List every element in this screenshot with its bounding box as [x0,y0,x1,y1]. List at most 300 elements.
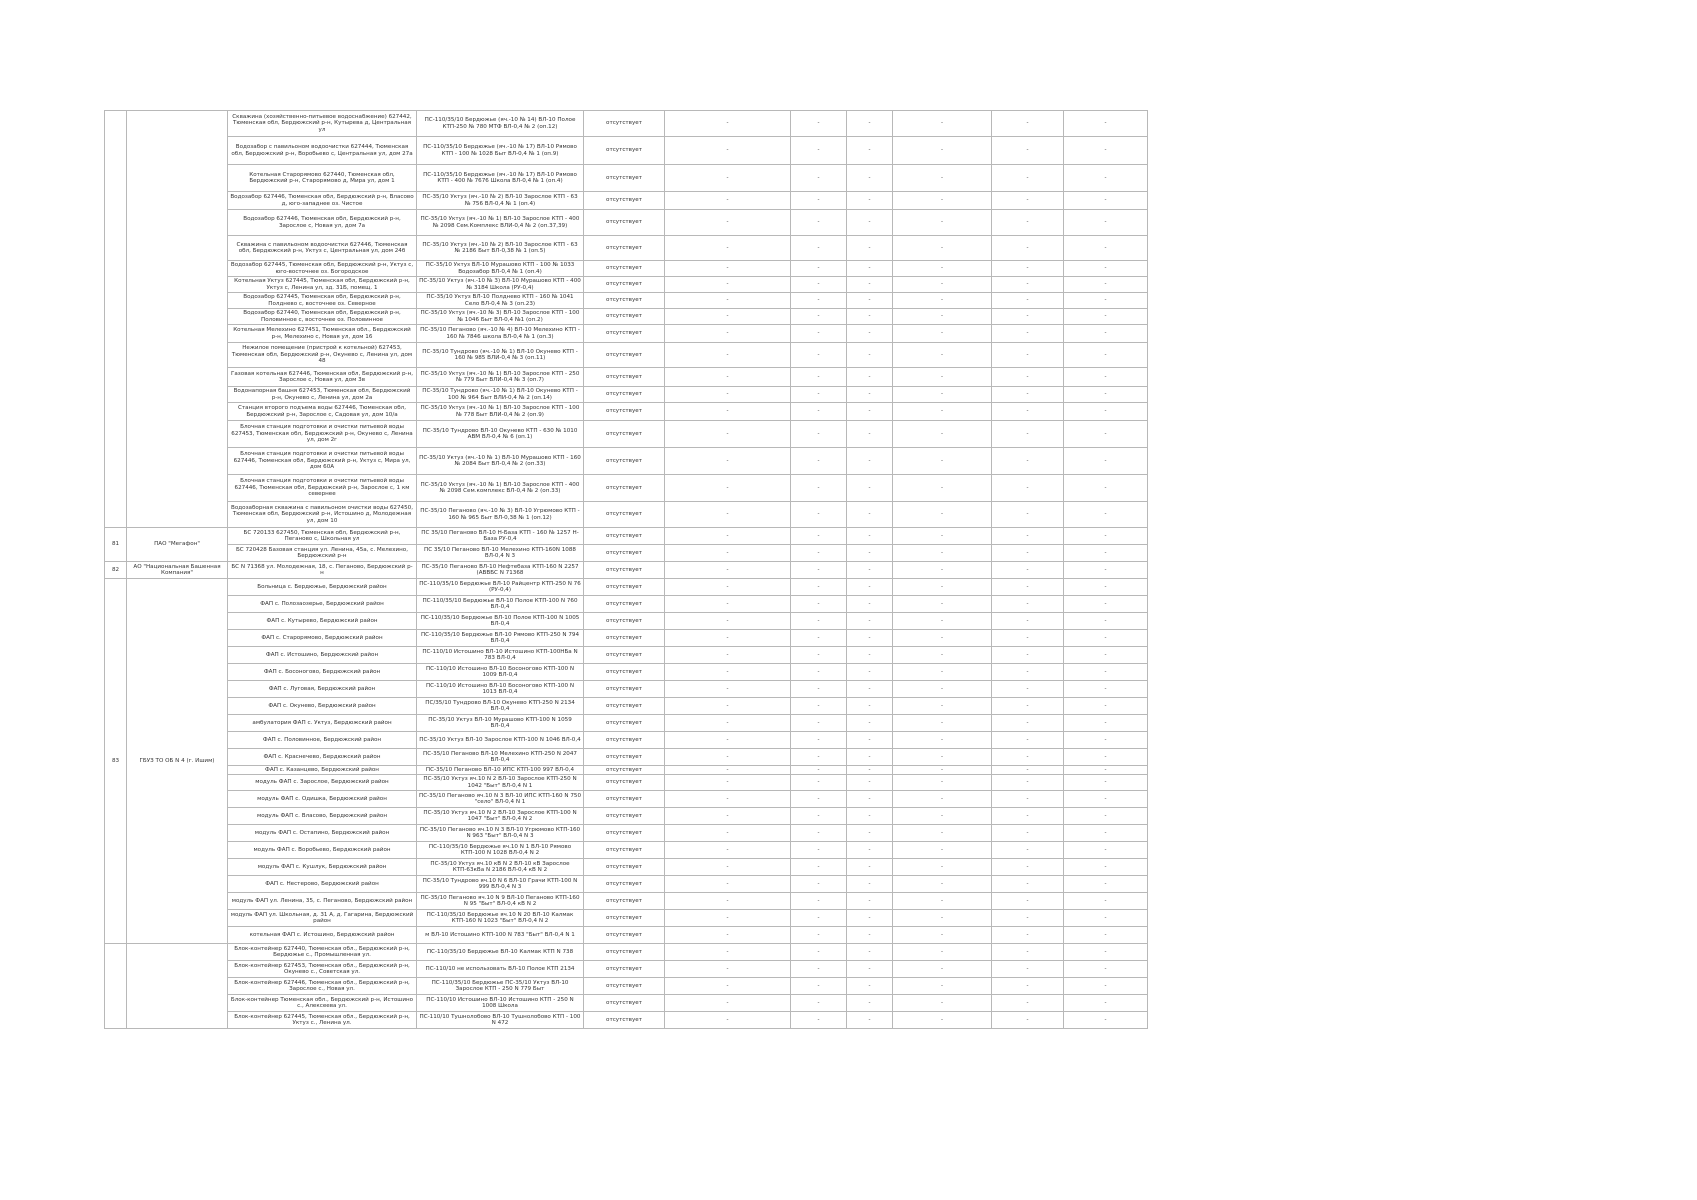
dash-cell: - [665,859,791,876]
dash-cell: - [893,421,992,448]
power-source-cell: ПС-35/10 Тундрово (яч.-10 № 1) ВЛ-10 Окунево КТП - 160 № 985 ВЛИ-0,4 № 3 (оп.11) [417,343,584,368]
dash-cell: - [893,978,992,995]
dash-cell: - [992,165,1064,192]
dash-cell: - [893,749,992,766]
dash-cell: - [992,749,1064,766]
status-cell: отсутствует [584,876,665,893]
power-source-cell: ПС-35/10 Пеганово (яч.-10 № 4) ВЛ-10 Мелехино КТП - 160 № 7846 школа ВЛ-0,4 № 1 (оп.3) [417,325,584,343]
power-source-cell: ПС-35/10 Тундрово ВЛ-10 Окунево КТП - 630 № 1010 АВМ ВЛ-0,4 № 6 (оп.1) [417,421,584,448]
dash-cell: - [847,210,893,236]
dash-cell: - [893,236,992,261]
dash-cell: - [992,528,1064,545]
dash-cell: - [791,579,847,596]
dash-cell: - [665,165,791,192]
dash-cell: - [665,715,791,732]
dash-cell: - [1064,910,1148,927]
dash-cell: - [791,343,847,368]
table-row [105,927,1148,944]
status-cell: отсутствует [584,1012,665,1029]
dash-cell: - [665,910,791,927]
status-cell: отсутствует [584,387,665,403]
dash-cell: - [1064,325,1148,343]
table-row [105,562,1148,579]
dash-cell: - [1064,995,1148,1012]
object-cell: ФАП с. Кутырево, Бердюжский район [228,613,417,630]
dash-cell: - [992,910,1064,927]
dash-cell: - [847,893,893,910]
table-row [105,502,1148,528]
dash-cell: - [992,309,1064,325]
dash-cell: - [992,927,1064,944]
dash-cell: - [992,236,1064,261]
dash-cell: - [665,448,791,475]
power-source-cell: ПС-35/10 Тундрово яч.10 N 6 ВЛ-10 Грачи КТП-100 N 999 ВЛ-0,4 N 3 [417,876,584,893]
row-number-cell [105,111,127,528]
dash-cell: - [893,775,992,791]
table-row [105,343,1148,368]
table-row [105,137,1148,165]
dash-cell: - [893,715,992,732]
object-cell: ФАП с. Половинное, Бердюжский район [228,732,417,749]
dash-cell: - [992,944,1064,961]
dash-cell: - [791,910,847,927]
dash-cell: - [847,681,893,698]
status-cell: отсутствует [584,715,665,732]
object-cell: Нежилое помещение (пристрой к котельной) 627453, Тюменская обл, Бердюжский р-н, Окунево с, Ленина ул, дом 48 [228,343,417,368]
dash-cell: - [1064,1012,1148,1029]
dash-cell: - [665,596,791,613]
status-cell: отсутствует [584,944,665,961]
object-cell: Скважина (хозяйственно-питьевое водоснабжение) 627442, Тюменская обл, Бердюжский р-н, Кутырева д, Центральная ул [228,111,417,137]
dash-cell: - [665,613,791,630]
power-source-cell: ПС-110/10 Тушнолобово ВЛ-10 Тушнолобово КТП - 100 N 472 [417,1012,584,1029]
object-cell: ФАП с. Нестерово, Бердюжский район [228,876,417,893]
dash-cell: - [791,613,847,630]
dash-cell: - [791,545,847,562]
dash-cell: - [893,876,992,893]
dash-cell: - [665,732,791,749]
dash-cell: - [992,859,1064,876]
dash-cell: - [665,927,791,944]
object-cell: Водонапорная башня 627453, Тюменская обл, Бердюжский р-н, Окунево с, Ленина ул, дом 2а [228,387,417,403]
dash-cell: - [847,343,893,368]
dash-cell: - [893,647,992,664]
status-cell: отсутствует [584,325,665,343]
dash-cell: - [992,766,1064,775]
dash-cell: - [992,137,1064,165]
dash-cell: - [992,893,1064,910]
dash-cell: - [791,309,847,325]
object-cell: ФАП с. Босоногово, Бердюжский район [228,664,417,681]
dash-cell: - [1064,808,1148,825]
dash-cell: - [791,681,847,698]
dash-cell: - [791,791,847,808]
dash-cell: - [847,715,893,732]
status-cell: отсутствует [584,859,665,876]
dash-cell: - [893,825,992,842]
dash-cell: - [791,475,847,502]
power-source-cell: ПС-110/35/10 Бердюжье (яч.-10 № 14) ВЛ-10 Полое КТП-250 № 780 МТФ ВЛ-0,4 № 2 (оп.12) [417,111,584,137]
dash-cell: - [992,995,1064,1012]
table-row [105,325,1148,343]
table-row [105,910,1148,927]
object-cell: модуль ФАП с. Воробьево, Бердюжский район [228,842,417,859]
dash-cell: - [847,698,893,715]
object-cell: ФАП с. Старорямово, Бердюжский район [228,630,417,647]
dash-cell: - [847,421,893,448]
status-cell: отсутствует [584,210,665,236]
dash-cell: - [893,325,992,343]
dash-cell: - [1064,927,1148,944]
dash-cell: - [847,596,893,613]
power-source-cell: ПС-35/10 Уктуз яч.10 кВ N 2 ВЛ-10 кВ Зарослое КТП-63кВа N 2186 ВЛ-0,4 кВ N 2 [417,859,584,876]
dash-cell: - [665,192,791,210]
object-cell: Блок-контейнер Тюменская обл., Бердюжский р-н, Истошино с., Алексеева ул. [228,995,417,1012]
dash-cell: - [1064,309,1148,325]
status-cell: отсутствует [584,927,665,944]
table-row [105,545,1148,562]
dash-cell: - [1064,210,1148,236]
dash-cell: - [893,475,992,502]
dash-cell: - [893,528,992,545]
dash-cell: - [665,421,791,448]
dash-cell: - [847,613,893,630]
table-row [105,876,1148,893]
object-cell: Блок-контейнер 627446, Тюменская обл., Бердюжский р-н, Зарослое с., Новая ул. [228,978,417,995]
dash-cell: - [847,368,893,387]
dash-cell: - [893,766,992,775]
dash-cell: - [992,596,1064,613]
status-cell: отсутствует [584,421,665,448]
table-row [105,859,1148,876]
status-cell: отсутствует [584,111,665,137]
dash-cell: - [791,387,847,403]
dash-cell: - [665,995,791,1012]
power-source-cell: ПС-35/10 Уктуз (яч.-10 № 2) ВЛ-10 Зарослое КТП - 63 № 2186 Быт ВЛ-0,38 № 1 (оп.5) [417,236,584,261]
dash-cell: - [992,715,1064,732]
power-source-cell: ПС-35/10 Пеганово ВЛ-10 Нефтебаза КТП-160 N 2257 (АВВБС N 71368 [417,562,584,579]
dash-cell: - [791,165,847,192]
dash-cell: - [847,236,893,261]
table-row [105,944,1148,961]
object-cell: модуль ФАП с. Власово, Бердюжский район [228,808,417,825]
power-source-cell: ПС-110/35/10 Бердюжье ВЛ-10 Полое КТП-100 N 1005 ВЛ-0,4 [417,613,584,630]
power-source-cell: ПС-110/10 Истошино ВЛ-10 Босоногово КТП-100 N 1013 ВЛ-0,4 [417,681,584,698]
dash-cell: - [893,111,992,137]
dash-cell: - [847,475,893,502]
dash-cell: - [893,309,992,325]
power-source-cell: ПС-110/35/10 Бердюжье ВЛ-10 Калмак КТП N 738 [417,944,584,961]
dash-cell: - [791,749,847,766]
dash-cell: - [847,192,893,210]
object-cell: котельная ФАП с. Истошино, Бердюжский район [228,927,417,944]
status-cell: отсутствует [584,368,665,387]
object-cell: ФАП с. Полозаозерье, Бердюжский район [228,596,417,613]
dash-cell: - [893,502,992,528]
dash-cell: - [1064,403,1148,421]
dash-cell: - [1064,368,1148,387]
object-cell: модуль ФАП ул. Школьная, д. 31 А, д. Гагарина, Бердюжский район [228,910,417,927]
table-row [105,596,1148,613]
dash-cell: - [665,842,791,859]
dash-cell: - [1064,842,1148,859]
dash-cell: - [893,293,992,309]
dash-cell: - [893,791,992,808]
dash-cell: - [847,664,893,681]
dash-cell: - [665,403,791,421]
status-cell: отсутствует [584,995,665,1012]
dash-cell: - [665,562,791,579]
table-row [105,165,1148,192]
dash-cell: - [791,528,847,545]
table-row [105,421,1148,448]
dash-cell: - [893,562,992,579]
dash-cell: - [992,1012,1064,1029]
table-row [105,111,1148,137]
dash-cell: - [791,630,847,647]
dash-cell: - [992,664,1064,681]
dash-cell: - [791,596,847,613]
dash-cell: - [893,387,992,403]
dash-cell: - [665,681,791,698]
dash-cell: - [665,749,791,766]
dash-cell: - [791,236,847,261]
status-cell: отсутствует [584,596,665,613]
power-source-cell: ПС-110/35/10 Бердюжье ПС-35/10 Уктуз ВЛ-10 Зарослое КТП - 250 N 779 Быт [417,978,584,995]
dash-cell: - [791,927,847,944]
table-row [105,749,1148,766]
dash-cell: - [665,502,791,528]
dash-cell: - [847,528,893,545]
table-row [105,732,1148,749]
object-cell: Водозабор 627446, Тюменская обл, Бердюжский р-н, Власово д, юго-западнее оз. Чистое [228,192,417,210]
power-source-cell: ПС-35/10 Пеганово (яч.-10 № 3) ВЛ-10 Угрюмово КТП - 160 № 965 Быт ВЛ-0,38 № 1 (оп.12) [417,502,584,528]
dash-cell: - [791,502,847,528]
power-source-cell: ПС/35/10 Тундрово ВЛ-10 Окунево КТП-250 N 2134 ВЛ-0,4 [417,698,584,715]
dash-cell: - [893,192,992,210]
object-cell: Котельная Уктуз 627445, Тюменская обл, Бердюжский р-н, Уктуз с, Ленина ул, зд. 31Б, помещ. 1 [228,277,417,293]
table-row [105,715,1148,732]
status-cell: отсутствует [584,893,665,910]
dash-cell: - [847,165,893,192]
dash-cell: - [847,387,893,403]
dash-cell: - [1064,961,1148,978]
dash-cell: - [992,842,1064,859]
dash-cell: - [893,613,992,630]
dash-cell: - [992,562,1064,579]
dash-cell: - [992,502,1064,528]
dash-cell: - [791,808,847,825]
dash-cell: - [992,808,1064,825]
dash-cell: - [791,766,847,775]
dash-cell: - [847,978,893,995]
status-cell: отсутствует [584,528,665,545]
table-row [105,791,1148,808]
dash-cell: - [992,775,1064,791]
object-cell: Водозабор 627446, Тюменская обл, Бердюжский р-н, Зарослое с, Новая ул, дом 7а [228,210,417,236]
status-cell: отсутствует [584,647,665,664]
dash-cell: - [893,579,992,596]
dash-cell: - [665,808,791,825]
object-cell: ФАП с. Окунево, Бердюжский район [228,698,417,715]
object-cell: ФАП с. Казанцево, Бердюжский район [228,766,417,775]
object-cell: Станция второго подъема воды 627446, Тюменская обл, Бердюжский р-н, Зарослое с, Садовая ул, дом 10/а [228,403,417,421]
dash-cell: - [893,961,992,978]
dash-cell: - [791,944,847,961]
dash-cell: - [1064,236,1148,261]
table-row [105,528,1148,545]
dash-cell: - [847,1012,893,1029]
dash-cell: - [665,766,791,775]
status-cell: отсутствует [584,749,665,766]
dash-cell: - [791,562,847,579]
dash-cell: - [1064,825,1148,842]
object-cell: Водозаборная скважина с павильоном очистки воды 627450, Тюменская обл, Бердюжский р-н, Истошино д, Молодежная ул, дом 10 [228,502,417,528]
dash-cell: - [791,261,847,277]
dash-cell: - [1064,613,1148,630]
dash-cell: - [791,1012,847,1029]
dash-cell: - [791,825,847,842]
power-source-cell: ПС-35/10 Уктуз яч.10 N 2 ВЛ-10 Зарослое КТП-100 N 1047 "Быт" ВЛ-0,4 N 2 [417,808,584,825]
dash-cell: - [847,732,893,749]
object-cell: модуль ФАП с. Зарослое, Бердюжский район [228,775,417,791]
table-row [105,842,1148,859]
dash-cell: - [791,210,847,236]
power-source-cell: ПС-35/10 Уктуз (яч.-10 № 1) ВЛ-10 Зарослое КТП - 100 № 778 Быт ВЛИ-0,4 № 2 (оп.9) [417,403,584,421]
power-source-cell: ПС-35/10 Уктуз ВЛ-10 Мурашово КТП-100 N 1059 ВЛ-0,4 [417,715,584,732]
status-cell: отсутствует [584,192,665,210]
dash-cell: - [1064,545,1148,562]
status-cell: отсутствует [584,579,665,596]
power-source-cell: ПС-35/10 Пеганово ВЛ-10 Мелехино КТП-250 N 2047 ВЛ-0,4 [417,749,584,766]
dash-cell: - [893,368,992,387]
dash-cell: - [1064,596,1148,613]
object-cell: амбулатория ФАП с. Уктуз, Бердюжский район [228,715,417,732]
dash-cell: - [665,387,791,403]
dash-cell: - [847,545,893,562]
dash-cell: - [1064,579,1148,596]
table-row [105,475,1148,502]
dash-cell: - [847,927,893,944]
table-row [105,766,1148,775]
dash-cell: - [1064,421,1148,448]
table-row [105,681,1148,698]
object-cell: ФАП с. Луговая, Бердюжский район [228,681,417,698]
dash-cell: - [1064,343,1148,368]
dash-cell: - [665,1012,791,1029]
dash-cell: - [992,293,1064,309]
row-number-cell: 82 [105,562,127,579]
table-row [105,448,1148,475]
object-cell: ФАП с. Краснечево, Бердюжский район [228,749,417,766]
dash-cell: - [1064,293,1148,309]
dash-cell: - [893,403,992,421]
dash-cell: - [1064,893,1148,910]
dash-cell: - [992,210,1064,236]
dash-cell: - [665,944,791,961]
dash-cell: - [893,995,992,1012]
dash-cell: - [791,137,847,165]
status-cell: отсутствует [584,236,665,261]
dash-cell: - [1064,165,1148,192]
dash-cell: - [992,343,1064,368]
dash-cell: - [665,293,791,309]
power-source-cell: ПС-35/10 Уктуз ВЛ-10 Мурашово КТП - 100 № 1033 Водозабор ВЛ-0,4 № 1 (оп.4) [417,261,584,277]
dash-cell: - [1064,876,1148,893]
dash-cell: - [992,421,1064,448]
dash-cell: - [665,343,791,368]
dash-cell: - [847,309,893,325]
object-cell: Котельная Мелехино 627451, Тюменская обл., Бердюжский р-н, Мелехино с, Новая ул, дом 16 [228,325,417,343]
table-row [105,647,1148,664]
dash-cell: - [992,732,1064,749]
dash-cell: - [847,562,893,579]
dash-cell: - [992,579,1064,596]
dash-cell: - [847,775,893,791]
object-cell: БС N 71368 ул. Молодежная, 18, с. Пеганово, Бердюжский р-н [228,562,417,579]
object-cell: модуль ФАП с. Кушлук, Бердюжский район [228,859,417,876]
power-source-cell: ПС-110/10 Истошино ВЛ-10 Босоногово КТП-100 N 1009 ВЛ-0,4 [417,664,584,681]
dash-cell: - [992,647,1064,664]
object-cell: Блочная станция подготовки и очистки питьевой воды 627453, Тюменская обл, Бердюжский р-н, Окунево с, Ленина ул, дом 2г [228,421,417,448]
status-cell: отсутствует [584,664,665,681]
dash-cell: - [1064,562,1148,579]
dash-cell: - [992,825,1064,842]
dash-cell: - [992,630,1064,647]
object-cell: ФАП с. Истошино, Бердюжский район [228,647,417,664]
dash-cell: - [847,111,893,137]
dash-cell: - [1064,978,1148,995]
table-row [105,277,1148,293]
table-row [105,893,1148,910]
dash-cell: - [665,277,791,293]
organization-cell: АО "Национальная Башенная Компания" [127,562,228,579]
dash-cell: - [893,630,992,647]
dash-cell: - [1064,192,1148,210]
object-cell: Водозабор 627445, Тюменская обл, Бердюжский р-н, Полднево с, восточнее оз. Северное [228,293,417,309]
dash-cell: - [791,732,847,749]
object-cell: БС 720133 627450, Тюменская обл, Бердюжский р-н, Пеганово с, Школьная ул [228,528,417,545]
status-cell: отсутствует [584,766,665,775]
object-cell: модуль ФАП с. Одишка, Бердюжский район [228,791,417,808]
object-cell: Блок-контейнер 627440, Тюменская обл., Бердюжский р-н, Бердюжье с., Промышленная ул. [228,944,417,961]
dash-cell: - [992,368,1064,387]
dash-cell: - [847,277,893,293]
dash-cell: - [847,825,893,842]
dash-cell: - [1064,732,1148,749]
dash-cell: - [992,325,1064,343]
dash-cell: - [665,791,791,808]
object-cell: Блочная станция подготовки и очистки питьевой воды 627446, Тюменская обл, Бердюжский р-н, Зарослое с, 1 км севернее [228,475,417,502]
dash-cell: - [665,978,791,995]
dash-cell: - [847,842,893,859]
dash-cell: - [791,978,847,995]
dash-cell: - [1064,791,1148,808]
table-row [105,387,1148,403]
power-source-cell: ПС-110/35/10 Бердюжье ВЛ-10 Полое КТП-100 N 760 ВЛ-0,4 [417,596,584,613]
object-cell: Водозабор с павильоном водоочистки 627444, Тюменская обл, Бердюжский р-н, Воробьево с, Центральная ул, дом 27а [228,137,417,165]
object-cell: Блок-контейнер 627453, Тюменская обл., Бердюжский р-н, Окунево с., Советская ул. [228,961,417,978]
dash-cell: - [893,927,992,944]
dash-cell: - [665,664,791,681]
table-row [105,995,1148,1012]
dash-cell: - [665,579,791,596]
status-cell: отсутствует [584,630,665,647]
organization-cell [127,111,228,528]
power-source-cell: ПС-35/10 Уктуз (яч.-10 № 1) ВЛ-10 Зарослое КТП - 400 № 2098 Сем.Комплекс ВЛИ-0,4 № 2 (оп.37,39) [417,210,584,236]
dash-cell: - [1064,749,1148,766]
status-cell: отсутствует [584,613,665,630]
